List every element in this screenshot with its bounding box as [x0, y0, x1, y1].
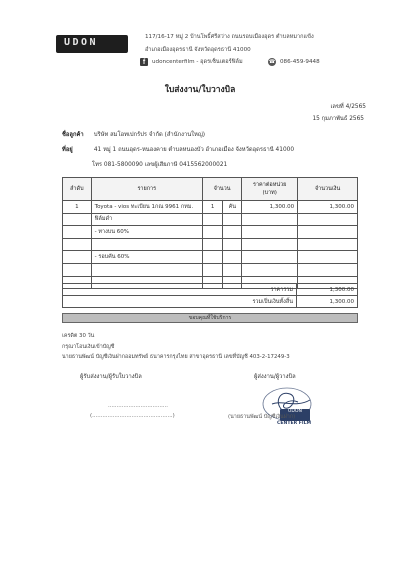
row-unit: [223, 251, 242, 264]
row-unit-price: [242, 238, 298, 251]
row-description: - รอบคัน 60%: [91, 251, 202, 264]
row-description: [91, 263, 202, 276]
logo-text: UDON: [64, 37, 99, 48]
facebook-icon: f: [140, 58, 148, 66]
receiver-signature-label: ผู้รับส่งงาน/ผู้รับใบวางบิล: [80, 374, 142, 380]
row-description: - ทางบน 60%: [91, 226, 202, 239]
phone-contact: [268, 58, 320, 66]
row-no: [63, 251, 92, 264]
row-no: [63, 226, 92, 239]
header-unit-price-unit: (บาท): [262, 190, 277, 196]
row-quantity: [202, 238, 223, 251]
facebook-text: udoncenterfilm - อุดรเซ็นเตอร์ฟิล์ม: [152, 59, 243, 65]
thank-you-banner: ขอบคุณที่ใช้บริการ: [62, 313, 358, 323]
table-row: [63, 263, 358, 276]
stamp-logo: UDON: [280, 409, 310, 421]
row-no: [63, 213, 92, 226]
row-unit-price: [242, 213, 298, 226]
sender-name: (นายธานพัฒน์ บัญชีเงินฝาก): [228, 414, 296, 420]
row-amount: 1,300.00: [298, 201, 358, 214]
subtotal-label: ราคารวม: [63, 284, 297, 296]
header-no: ลำดับ: [63, 178, 92, 201]
row-unit-price: [242, 226, 298, 239]
row-description: ฟิล์มดำ: [91, 213, 202, 226]
header-amount: จำนวนเงิน: [298, 178, 358, 201]
credit-terms: เครดิต 30 วัน: [62, 333, 95, 339]
sender-signature-label: ผู้ส่งงาน/ผู้วางบิล: [254, 374, 296, 380]
row-quantity: 1: [202, 201, 223, 214]
document-date: 15 กุมภาพันธ์ 2565: [312, 116, 364, 122]
subtotal-value: 1,300.00: [297, 284, 358, 296]
row-no: [63, 238, 92, 251]
customer-address-row: [62, 144, 294, 154]
row-amount: [298, 263, 358, 276]
customer-address-label: ที่อยู่: [62, 147, 73, 153]
row-unit: [223, 238, 242, 251]
row-quantity: [202, 263, 223, 276]
grand-total-row: [63, 296, 358, 308]
table-body: [63, 201, 358, 289]
header-unit-price-label: ราคาต่อหน่วย: [253, 182, 287, 188]
company-address-line2: อำเภอเมืองอุดรธานี จังหวัดอุดรธานี 41000: [145, 47, 251, 53]
payment-instruction: กรุณาโอนเงินเข้าบัญชี: [62, 344, 115, 350]
receiver-name-line: (...............................................): [90, 413, 175, 419]
row-unit-price: [242, 251, 298, 264]
row-amount: [298, 226, 358, 239]
row-quantity: [202, 226, 223, 239]
table-header-row: [63, 178, 358, 201]
phone-text: 086-459-9448: [280, 59, 320, 65]
customer-address: 41 หมู่ 1 ถนนอุดร-หนองคาย ตำบลหนองบัว อำเภอเมือง จังหวัดอุดรธานี 41000: [93, 147, 295, 153]
customer-contact: โทร 081-5800090 เลขผู้เสียภาษี 0415562000021: [92, 162, 228, 168]
bank-account: นายธานพัฒน์ บัญชีเงินฝากออมทรัพย์ ธนาคารกรุงไทย สาขาอุดรธานี เลขที่บัญชี 403-2-17249-3: [62, 354, 290, 360]
header-quantity: จำนวน: [202, 178, 241, 201]
customer-name-label: ชื่อลูกค้า: [62, 132, 84, 138]
table-row: [63, 238, 358, 251]
customer-name-row: [62, 129, 205, 139]
row-unit-price: [242, 263, 298, 276]
row-amount: [298, 213, 358, 226]
customer-name: บริษัท สมโอทเปกร์ปร จำกัด (สำนักงานใหญ่): [93, 132, 206, 138]
row-unit: คัน: [223, 201, 242, 214]
row-no: [63, 263, 92, 276]
row-unit: [223, 263, 242, 276]
table-row: [63, 201, 358, 214]
row-description: Toyota - vios ทะเบียน 1กณ 9961 กทม.: [91, 201, 202, 214]
company-logo: [56, 35, 128, 53]
header-description: รายการ: [91, 178, 202, 201]
subtotal-row: [63, 284, 358, 296]
row-quantity: [202, 213, 223, 226]
row-unit-price: 1,300.00: [242, 201, 298, 214]
receiver-signature-line: ...................................: [108, 403, 168, 409]
document-title: ใบส่งงาน/ใบวางบิล: [164, 85, 236, 95]
row-unit: [223, 213, 242, 226]
facebook-contact: [140, 58, 243, 66]
header-unit-price: [242, 178, 298, 201]
company-address-line1: 117/16-17 หมู่ 2 บ้านโพธิ์ศรีสว่าง ถนนรอบเมืองอุดร ตำบลหมากแข้ง: [145, 34, 314, 40]
table-row: [63, 226, 358, 239]
row-unit: [223, 226, 242, 239]
row-quantity: [202, 251, 223, 264]
row-description: [91, 238, 202, 251]
row-amount: [298, 251, 358, 264]
row-amount: [298, 238, 358, 251]
table-row: [63, 251, 358, 264]
document-number: เลขที่ 4/2565: [330, 104, 366, 110]
stamp-text: CENTER FILM: [277, 421, 312, 426]
grand-total-value: 1,300.00: [297, 296, 358, 308]
grand-total-label: รวมเป็นเงินทั้งสิ้น: [63, 296, 297, 308]
items-table: [62, 177, 358, 289]
totals-table: [62, 283, 358, 308]
row-no: 1: [63, 201, 92, 214]
table-row: [63, 213, 358, 226]
phone-icon: ☎: [268, 59, 276, 65]
